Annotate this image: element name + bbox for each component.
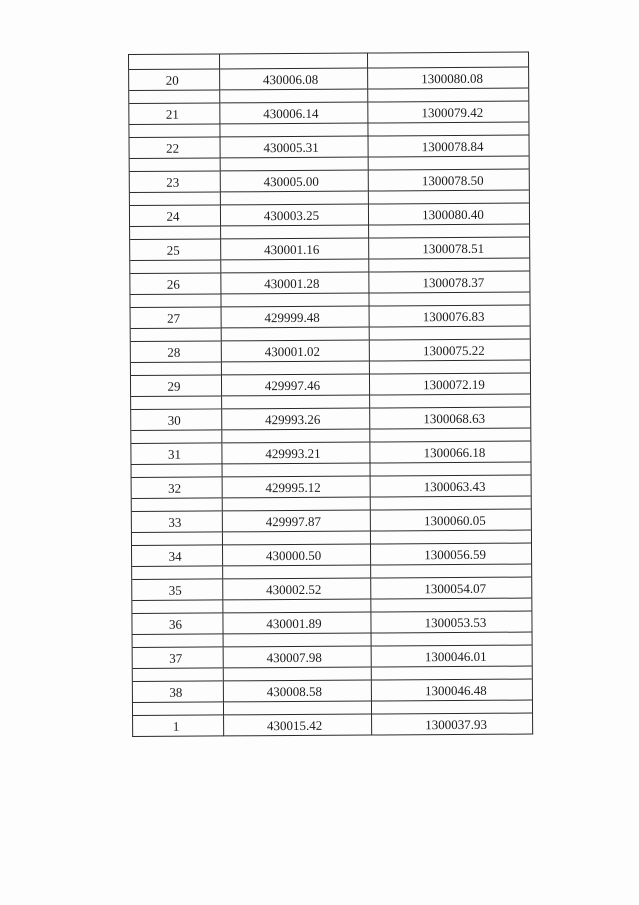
x-coordinate-cell: 429997.87	[222, 510, 370, 532]
spacer-cell	[222, 497, 370, 511]
spacer-cell	[370, 428, 531, 442]
spacer-cell	[371, 700, 532, 714]
spacer-cell	[368, 156, 529, 170]
table-row	[129, 203, 529, 226]
x-coordinate-cell: 430006.14	[220, 102, 368, 124]
point-number-cell: 26	[130, 273, 221, 295]
spacer-cell	[130, 362, 221, 376]
point-number-cell: 25	[130, 239, 221, 261]
x-coordinate-cell: 430007.98	[223, 646, 371, 668]
spacer-cell	[368, 190, 529, 204]
table-row	[132, 577, 532, 600]
table-row	[132, 645, 532, 668]
spacer-cell	[132, 600, 223, 614]
table-row	[131, 441, 531, 464]
x-coordinate-cell: 430001.02	[221, 340, 369, 362]
point-number-cell: 36	[132, 613, 223, 635]
table-row	[130, 339, 530, 362]
y-coordinate-cell: 1300037.93	[372, 713, 533, 735]
x-coordinate-cell: 430005.00	[220, 170, 368, 192]
spacer-cell	[223, 565, 371, 579]
y-coordinate-cell: 1300046.01	[371, 645, 532, 667]
point-number-cell: 29	[130, 375, 221, 397]
spacer-cell	[131, 464, 222, 478]
spacer-cell	[132, 566, 223, 580]
spacer-cell	[220, 191, 368, 205]
spacer-cell	[131, 498, 222, 512]
y-coordinate-cell: 1300078.50	[368, 169, 529, 191]
x-coordinate-cell: 430015.42	[224, 714, 372, 736]
spacer-cell	[368, 88, 529, 102]
y-coordinate-cell: 1300066.18	[370, 441, 531, 463]
spacer-cell	[370, 530, 531, 544]
table-row	[130, 305, 530, 328]
x-coordinate-cell: 429993.21	[222, 442, 370, 464]
spacer-cell	[221, 361, 369, 375]
table-row	[131, 407, 531, 430]
point-number-cell: 33	[131, 511, 222, 533]
y-coordinate-cell: 1300078.51	[369, 237, 530, 259]
spacer-cell	[129, 158, 220, 172]
point-number-cell: 34	[132, 545, 223, 567]
y-coordinate-cell: 1300075.22	[369, 339, 530, 361]
point-number-cell: 20	[129, 69, 220, 91]
y-coordinate-cell: 1300068.63	[370, 407, 531, 429]
table-row	[130, 271, 530, 294]
x-coordinate-cell: 429997.46	[221, 374, 369, 396]
spacer-cell	[132, 634, 223, 648]
x-coordinate-cell: 430003.25	[220, 204, 368, 226]
spacer-cell	[371, 598, 532, 612]
table-row	[131, 475, 531, 498]
spacer-cell	[369, 258, 530, 272]
spacer-cell	[370, 496, 531, 510]
x-coordinate-cell: 429995.12	[222, 476, 370, 498]
spacer-cell	[220, 123, 368, 137]
spacer-cell	[221, 225, 369, 239]
y-coordinate-cell: 1300046.48	[371, 679, 532, 701]
spacer-cell	[222, 429, 370, 443]
spacer-cell	[130, 294, 221, 308]
y-coordinate-cell: 1300079.42	[368, 101, 529, 123]
spacer-cell	[131, 430, 222, 444]
y-coordinate-cell: 1300056.59	[370, 543, 531, 565]
spacer-cell	[130, 226, 221, 240]
spacer-cell	[369, 292, 530, 306]
point-number-cell: 27	[130, 307, 221, 329]
coordinate-table	[128, 52, 533, 737]
header-cell	[220, 53, 368, 69]
spacer-cell	[222, 463, 370, 477]
spacer-cell	[129, 124, 220, 138]
spacer-cell	[132, 702, 223, 716]
spacer-cell	[220, 157, 368, 171]
table-row	[129, 67, 529, 90]
y-coordinate-cell: 1300072.19	[369, 373, 530, 395]
x-coordinate-cell: 429993.26	[222, 408, 370, 430]
point-number-cell: 35	[132, 579, 223, 601]
y-coordinate-cell: 1300060.05	[370, 509, 531, 531]
point-number-cell: 28	[130, 341, 221, 363]
spacer-cell	[129, 90, 220, 104]
y-coordinate-cell: 1300078.84	[368, 135, 529, 157]
y-coordinate-cell: 1300054.07	[371, 577, 532, 599]
spacer-cell	[223, 667, 371, 681]
table-row	[130, 373, 530, 396]
spacer-cell	[370, 394, 531, 408]
point-number-cell: 37	[132, 647, 223, 669]
spacer-cell	[223, 701, 371, 715]
point-number-cell: 32	[131, 477, 222, 499]
x-coordinate-cell: 430001.89	[223, 612, 371, 634]
point-number-cell: 31	[131, 443, 222, 465]
y-coordinate-cell: 1300078.37	[369, 271, 530, 293]
table-row	[129, 101, 529, 124]
table-row	[132, 679, 532, 702]
y-coordinate-cell: 1300080.40	[368, 203, 529, 225]
spacer-cell	[371, 632, 532, 646]
x-coordinate-cell: 430008.58	[223, 680, 371, 702]
y-coordinate-cell: 1300076.83	[369, 305, 530, 327]
table-row	[129, 135, 529, 158]
x-coordinate-cell: 430002.52	[223, 578, 371, 600]
spacer-cell	[371, 564, 532, 578]
point-number-cell: 30	[131, 409, 222, 431]
y-coordinate-cell: 1300053.53	[371, 611, 532, 633]
y-coordinate-cell: 1300080.08	[368, 67, 529, 89]
point-number-cell: 24	[129, 205, 220, 227]
x-coordinate-cell: 430001.28	[221, 272, 369, 294]
x-coordinate-cell: 430005.31	[220, 136, 368, 158]
spacer-cell	[370, 462, 531, 476]
table-row	[132, 611, 532, 634]
spacer-cell	[221, 327, 369, 341]
spacer-cell	[220, 89, 368, 103]
point-number-cell: 38	[132, 681, 223, 703]
spacer-cell	[221, 259, 369, 273]
point-number-cell: 21	[129, 103, 220, 125]
header-cell	[129, 54, 220, 70]
point-number-cell: 1	[133, 715, 224, 737]
spacer-cell	[132, 668, 223, 682]
spacer-cell	[131, 396, 222, 410]
spacer-cell	[369, 360, 530, 374]
spacer-cell	[221, 293, 369, 307]
spacer-cell	[369, 224, 530, 238]
table-row	[131, 509, 531, 532]
spacer-cell	[130, 260, 221, 274]
spacer-cell	[371, 666, 532, 680]
table-row	[132, 543, 532, 566]
spacer-cell	[223, 633, 371, 647]
point-number-cell: 22	[129, 137, 220, 159]
coordinate-table-body	[129, 52, 533, 736]
table-row	[133, 713, 533, 736]
x-coordinate-cell: 430000.50	[223, 544, 371, 566]
y-coordinate-cell: 1300063.43	[370, 475, 531, 497]
spacer-cell	[222, 395, 370, 409]
spacer-cell	[129, 192, 220, 206]
table-row	[129, 169, 529, 192]
spacer-cell	[130, 328, 221, 342]
spacer-cell	[369, 326, 530, 340]
spacer-cell	[223, 599, 371, 613]
header-cell	[367, 52, 528, 68]
x-coordinate-cell: 429999.48	[221, 306, 369, 328]
spacer-cell	[222, 531, 370, 545]
spacer-cell	[131, 532, 222, 546]
table-row	[130, 237, 530, 260]
spacer-cell	[368, 122, 529, 136]
point-number-cell: 23	[129, 171, 220, 193]
x-coordinate-cell: 430001.16	[221, 238, 369, 260]
x-coordinate-cell: 430006.08	[220, 68, 368, 90]
